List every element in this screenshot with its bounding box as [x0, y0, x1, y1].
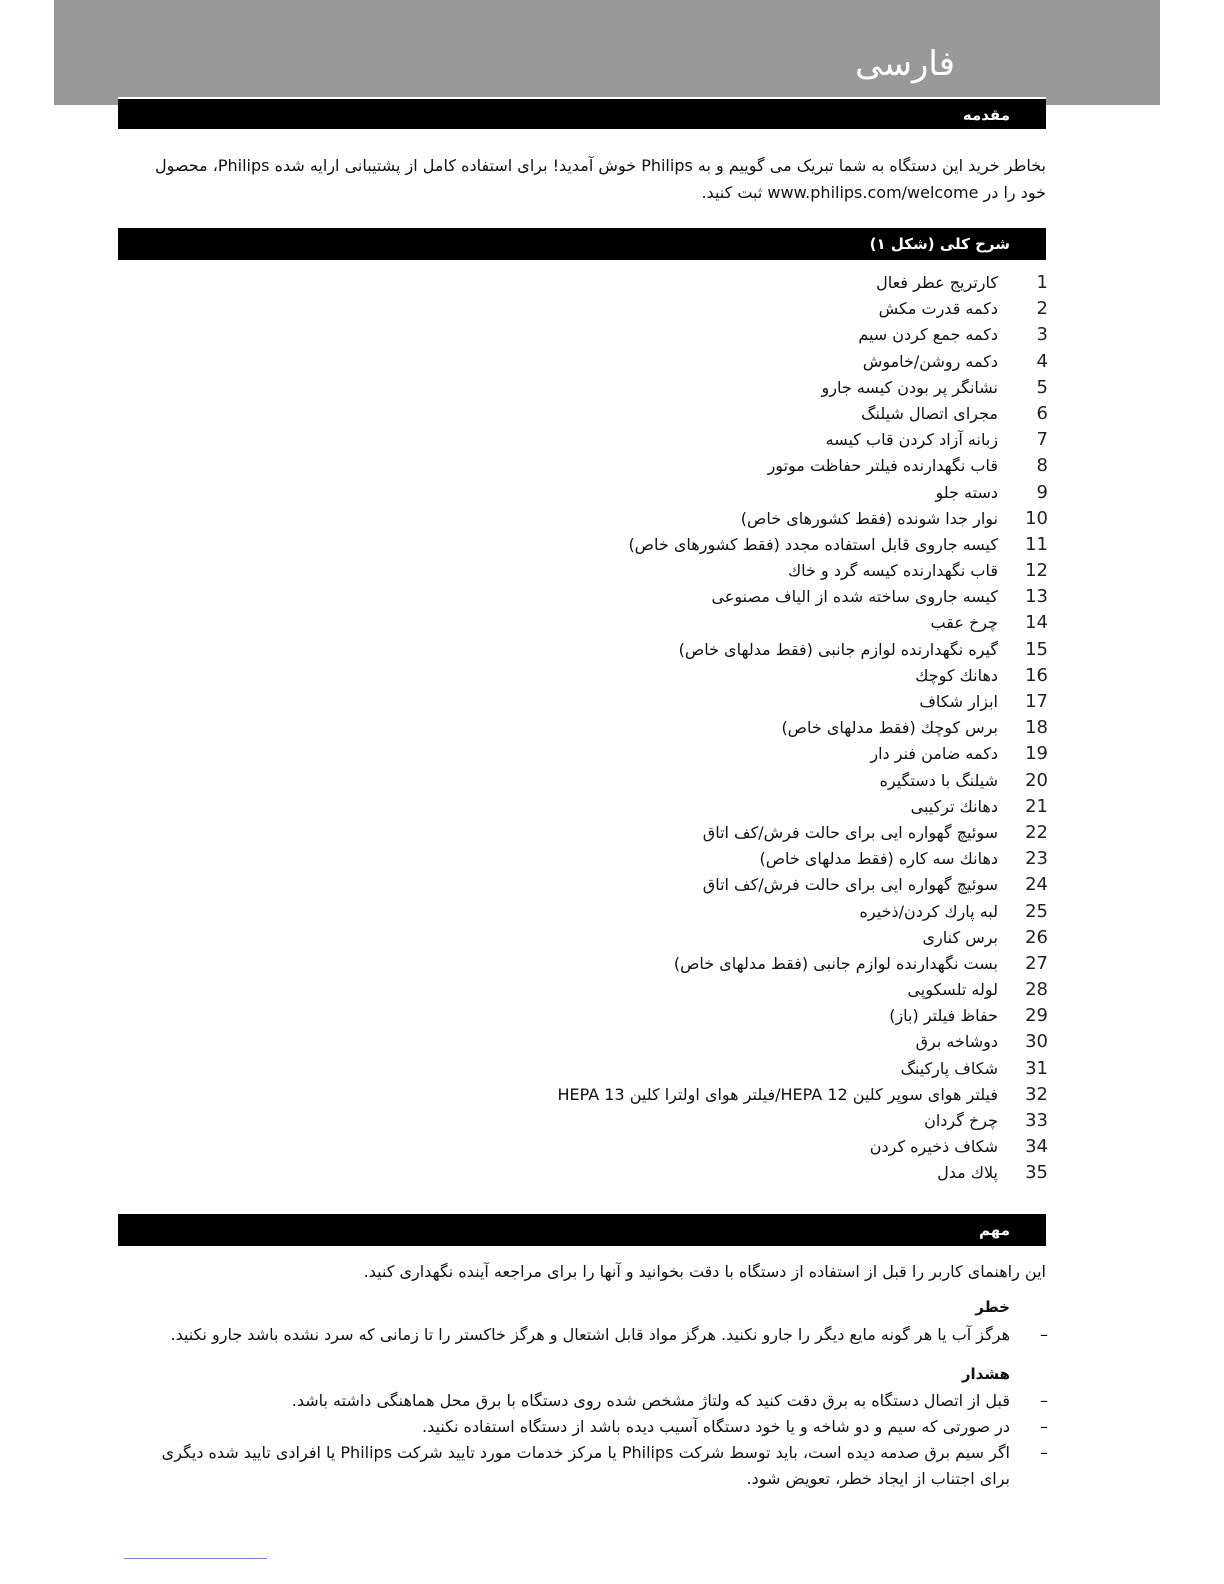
warning-item — [132, 1388, 1048, 1414]
part-number: 28 — [1025, 979, 1048, 1001]
part-item — [348, 1082, 1048, 1108]
part-number: 20 — [1025, 769, 1048, 791]
part-label: دکمه ضامن فنر دار — [870, 744, 998, 764]
part-item — [348, 794, 1048, 820]
part-label: شکاف ذخیره کردن — [869, 1137, 998, 1157]
warning-heading: هشدار — [961, 1365, 1010, 1383]
part-item — [348, 453, 1048, 479]
part-label: شیلنگ با دستگیره — [879, 770, 998, 790]
part-item — [348, 1029, 1048, 1055]
part-number: 26 — [1025, 926, 1048, 948]
part-number: 8 — [1036, 455, 1048, 477]
part-label: نوار جدا شونده (فقط کشورهای خاص) — [740, 508, 998, 528]
part-label: برس کناری — [922, 927, 998, 947]
part-label: دهانك ترکیبی — [910, 796, 998, 816]
part-item — [348, 480, 1048, 506]
part-item — [348, 506, 1048, 532]
part-label: دهانك کوچك — [915, 665, 998, 685]
part-item — [348, 1134, 1048, 1160]
warning-item-text: اگر سیم برق صدمه دیده است، باید توسط شرکت Philips یا مرکز خدمات مورد تایید شرکت Philips یا افرادی تایید شده دیگری برای اجتناب از ایجاد خطر، تعویض شود. — [161, 1443, 1010, 1488]
part-label: فیلتر هوای سوپر کلین HEPA 12/فیلتر هوای اولترا کلین HEPA 13 — [557, 1084, 998, 1104]
part-number: 7 — [1036, 429, 1048, 451]
part-number: 4 — [1036, 350, 1048, 372]
warning-item-text: قبل از اتصال دستگاه به برق دقت کنید که ولتاژ مشخص شده روی دستگاه با برق محل هماهنگی داشته باشد. — [291, 1391, 1010, 1410]
section-heading-overview: شرح کلی (شکل ۱) — [118, 228, 1046, 260]
part-item — [348, 846, 1048, 872]
part-item — [348, 872, 1048, 898]
part-item — [348, 401, 1048, 427]
part-number: 23 — [1025, 848, 1048, 870]
part-label: زبانه آزاد کردن قاب کیسه — [825, 430, 998, 450]
part-number: 11 — [1025, 533, 1048, 555]
part-number: 1 — [1036, 272, 1048, 293]
part-label: قاب نگهدارنده فیلتر حفاظت موتور — [767, 456, 998, 476]
danger-heading: خطر — [975, 1298, 1010, 1316]
part-label: لبه پارك کردن/ذخیره — [859, 901, 998, 921]
part-item — [348, 637, 1048, 663]
part-item — [348, 296, 1048, 322]
part-item — [348, 322, 1048, 348]
part-label: دکمه قدرت مکش — [878, 299, 998, 319]
part-label: گیره نگهدارنده لوازم جانبی (فقط مدلهای خاص) — [678, 639, 998, 659]
warning-item — [132, 1440, 1048, 1492]
section-heading-intro: مقدمه — [118, 97, 1046, 129]
part-item — [348, 899, 1048, 925]
part-item — [348, 1056, 1048, 1082]
part-item — [348, 610, 1048, 636]
part-item — [348, 1003, 1048, 1029]
part-number: 18 — [1025, 717, 1048, 739]
part-label: دکمه روشن/خاموش — [862, 351, 998, 371]
part-label: حفاظ فیلتر (باز) — [889, 1006, 998, 1026]
part-item — [348, 689, 1048, 715]
part-label: سوئیچ گهواره ایی برای حالت فرش/کف اتاق — [702, 875, 998, 895]
part-item — [348, 558, 1048, 584]
bullet-dash: – — [1040, 1391, 1048, 1410]
part-label: نشانگر پر بودن کیسه جارو — [821, 377, 998, 397]
bullet-dash: – — [1040, 1417, 1048, 1436]
part-label: برس کوچك (فقط مدلهای خاص) — [781, 718, 998, 738]
part-item — [348, 741, 1048, 767]
part-label: لوله تلسکوپی — [907, 980, 998, 1000]
language-banner — [54, 0, 1160, 105]
part-number: 2 — [1036, 298, 1048, 320]
part-item — [348, 715, 1048, 741]
part-label: دکمه جمع کردن سیم — [858, 325, 998, 345]
part-item — [348, 768, 1048, 794]
part-number: 10 — [1025, 507, 1048, 529]
part-label: پلاك مدل — [937, 1163, 998, 1183]
part-label: قاب نگهدارنده کیسه گرد و خاك — [787, 561, 998, 581]
part-label: مجرای اتصال شیلنگ — [861, 403, 998, 423]
part-label: بست نگهدارنده لوازم جانبی (فقط مدلهای خاص) — [673, 953, 998, 973]
part-number: 34 — [1025, 1136, 1048, 1158]
part-item — [348, 951, 1048, 977]
part-number: 3 — [1036, 324, 1048, 346]
danger-item-text: هرگز آب یا هر گونه مایع دیگر را جارو نکنید. هرگز مواد قابل اشتعال و هرگز خاکستر را تا زمانی که سرد نشده باشد جارو نکنید. — [170, 1325, 1010, 1344]
part-number: 22 — [1025, 821, 1048, 843]
part-item — [348, 584, 1048, 610]
part-label: چرخ عقب — [930, 613, 998, 633]
part-item — [348, 532, 1048, 558]
part-number: 16 — [1025, 664, 1048, 686]
part-number: 5 — [1036, 376, 1048, 398]
part-label: دوشاخه برق — [915, 1032, 998, 1052]
part-item — [348, 427, 1048, 453]
part-number: 6 — [1036, 402, 1048, 424]
part-number: 19 — [1025, 743, 1048, 765]
bullet-dash: – — [1040, 1325, 1048, 1344]
part-number: 25 — [1025, 900, 1048, 922]
part-label: چرخ گردان — [924, 1111, 998, 1130]
part-number: 35 — [1025, 1162, 1048, 1184]
intro-paragraph: بخاطر خرید این دستگاه به شما تبریک می گوییم و به Philips خوش آمدید! برای استفاده کامل از پشتیبانی ارایه شده Philips، محصول خود را در www.philips.com/welcome ثبت کنید. — [154, 156, 1046, 202]
warning-item-text: در صورتی که سیم و دو شاخه و یا خود دستگاه آسیب دیده باشد از دستگاه استفاده نکنید. — [422, 1417, 1010, 1436]
parts-list — [348, 270, 1048, 1187]
important-paragraph: این راهنمای کاربر را قبل از استفاده از دستگاه با دقت بخوانید و آنها را برای مراجعه آینده نگهداری کنید. — [363, 1262, 1046, 1281]
part-number: 30 — [1025, 1031, 1048, 1053]
part-number: 15 — [1025, 638, 1048, 660]
part-item — [348, 925, 1048, 951]
part-label: ابزار شکاف — [919, 692, 998, 711]
part-number: 27 — [1025, 952, 1048, 974]
part-number: 31 — [1025, 1057, 1048, 1079]
part-number: 17 — [1025, 691, 1048, 712]
part-item — [348, 977, 1048, 1003]
part-label: دهانك سه کاره (فقط مدلهای خاص) — [759, 849, 998, 869]
footer-divider — [124, 1558, 267, 1559]
part-number: 9 — [1036, 481, 1048, 503]
part-label: دسته جلو — [935, 482, 998, 502]
language-title: فارسی — [855, 44, 955, 84]
part-number: 14 — [1025, 612, 1048, 634]
part-label: سوئیچ گهواره ایی برای حالت فرش/کف اتاق — [702, 822, 998, 842]
danger-item — [132, 1322, 1048, 1348]
part-number: 13 — [1025, 586, 1048, 608]
part-item — [348, 1160, 1048, 1186]
part-label: شکاف پارکینگ — [900, 1058, 998, 1078]
part-number: 29 — [1025, 1005, 1048, 1027]
part-number: 24 — [1025, 874, 1048, 896]
part-label: کیسه جاروی ساخته شده از الیاف مصنوعی — [711, 587, 998, 607]
part-number: 21 — [1025, 795, 1048, 817]
part-item — [348, 349, 1048, 375]
part-item — [348, 375, 1048, 401]
part-number: 32 — [1025, 1083, 1048, 1105]
bullet-dash: – — [1040, 1443, 1048, 1462]
part-label: کارتریج عطر فعال — [876, 273, 998, 292]
warning-item — [132, 1414, 1048, 1440]
part-item — [348, 1108, 1048, 1134]
part-number: 12 — [1025, 560, 1048, 582]
part-number: 33 — [1025, 1110, 1048, 1131]
part-item — [348, 270, 1048, 296]
part-item — [348, 663, 1048, 689]
part-item — [348, 820, 1048, 846]
section-heading-important: مهم — [118, 1214, 1046, 1246]
part-label: کیسه جاروی قابل استفاده مجدد (فقط کشورهای خاص) — [628, 534, 998, 554]
